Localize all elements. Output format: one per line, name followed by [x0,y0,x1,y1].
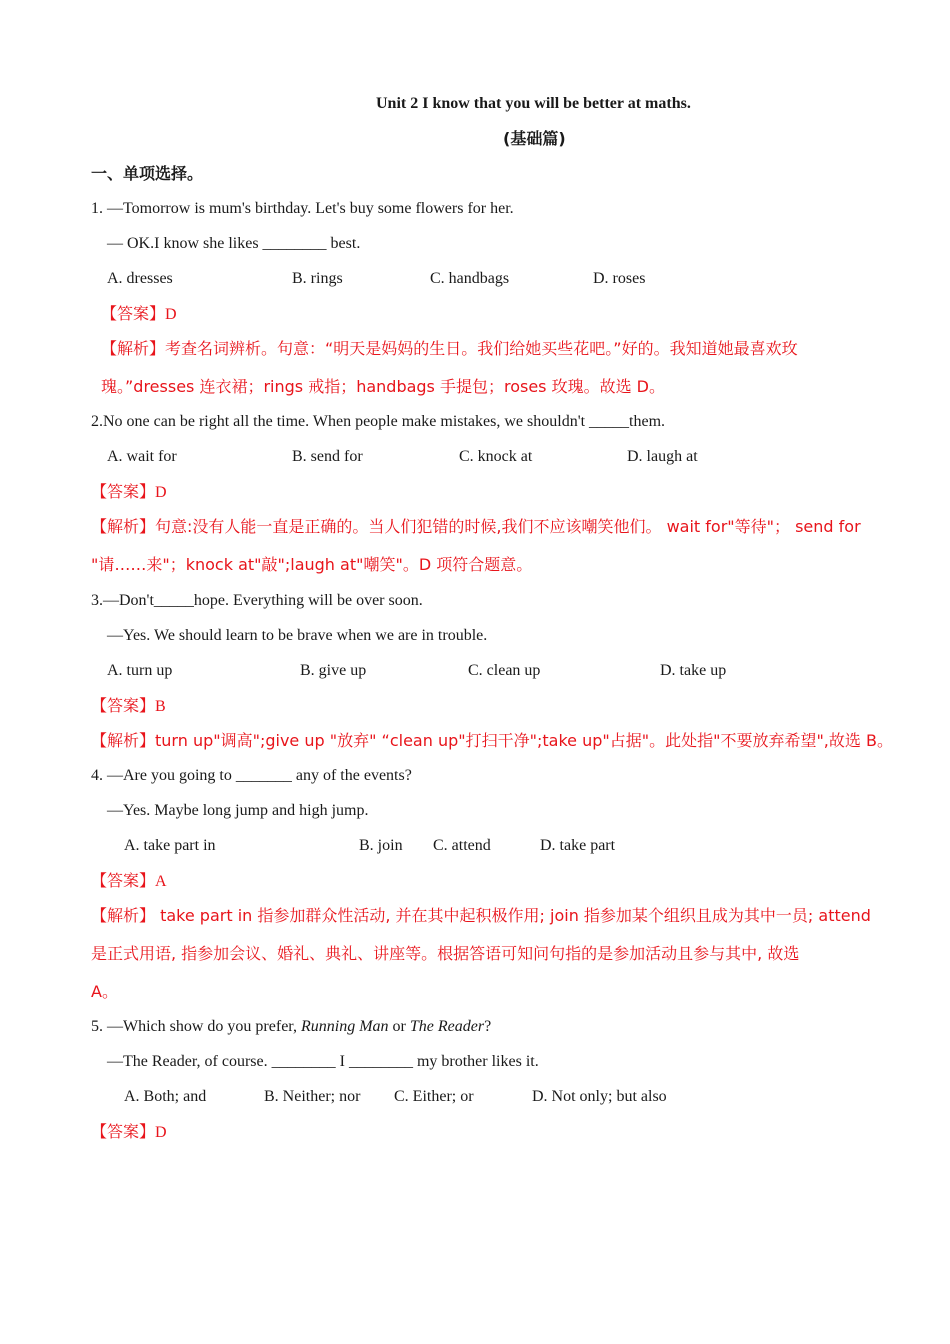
question-4-stem2: —Yes. Maybe long jump and high jump. [107,802,369,819]
question-3-answer [91,696,166,717]
stem-text: ? [484,1018,492,1035]
question-4-option-b: B. join [359,837,403,854]
question-4-option-d: D. take part [540,837,616,854]
show-title-the-reader: The Reader [409,1018,485,1035]
question-1-explanation [101,339,798,359]
question-1-answer [101,304,177,325]
question-3-option-a: A. turn up [107,662,173,679]
question-1-option-c: C. handbags [430,270,510,287]
answer-label: 【答案】 [91,1122,156,1141]
question-1-stem2: — OK.I know she likes ________ best. [107,235,361,252]
question-1-option-b: B. rings [292,270,343,287]
question-3-option-d: D. take up [660,662,727,679]
question-5-stem [91,1017,491,1037]
answer-value: B [155,698,166,715]
section-heading: 一、单项选择。 [91,164,204,183]
question-2-option-c: C. knock at [459,448,533,465]
question-2-option-d: D. laugh at [627,448,698,465]
question-2-explanation [91,517,861,537]
stem-text: 5. —Which show do you prefer, [91,1018,301,1035]
question-1-stem: 1. —Tomorrow is mum's birthday. Let's buy some flowers for her. [91,200,514,217]
question-2-option-a: A. wait for [107,448,177,465]
explain-label: 【解析】 [91,517,156,536]
stem-text: or [388,1018,410,1035]
question-4-option-a: A. take part in [124,837,216,854]
question-4-explanation-line2: 是正式用语, 指参加会议、婚礼、典礼、讲座等。根据答语可知问句指的是参加活动且参与其中, 故选 [91,944,800,963]
answer-value: A [155,873,167,890]
explain-text: 句意:没有人能一直是正确的。当人们犯错的时候,我们不应该嘲笑他们。 wait for"等待"； send for [155,517,861,536]
question-5-answer [91,1122,167,1143]
answer-label: 【答案】 [91,871,156,890]
question-4-explanation-line3: A。 [91,982,118,1001]
question-4-answer [91,871,167,892]
explain-text: turn up"调高";give up "放弃" “clean up"打扫干净";take up"占据"。此处指"不要放弃希望",故选 B。 [155,731,893,750]
page-title: Unit 2 I know that you will be better at maths. [376,95,691,112]
question-1-option-d: D. roses [593,270,646,287]
question-3-option-b: B. give up [300,662,367,679]
page-subtitle: (基础篇) [503,129,566,148]
question-5-stem2: —The Reader, of course. ________ I ________ my brother likes it. [107,1053,539,1070]
question-4-explanation [91,906,871,926]
answer-value: D [155,484,167,501]
question-5-option-c: C. Either; or [394,1088,474,1105]
answer-label: 【答案】 [91,696,156,715]
question-1-option-a: A. dresses [107,270,173,287]
question-5-option-b: B. Neither; nor [264,1088,361,1105]
question-1-explanation-line2: 瑰。”dresses 连衣裙；rings 戒指；handbags 手提包；roses 玫瑰。故选 D。 [101,377,666,396]
question-2-option-b: B. send for [292,448,363,465]
question-3-option-c: C. clean up [468,662,541,679]
question-4-option-c: C. attend [433,837,491,854]
explain-label: 【解析】 [91,731,156,750]
question-5-option-a: A. Both; and [124,1088,207,1105]
answer-value: D [165,306,177,323]
question-3-stem: 3.—Don't_____hope. Everything will be over soon. [91,592,423,609]
answer-label: 【答案】 [91,482,156,501]
question-2-answer [91,482,167,503]
answer-label: 【答案】 [101,304,166,323]
question-3-stem2: —Yes. We should learn to be brave when we are in trouble. [107,627,488,644]
question-5-option-d: D. Not only; but also [532,1088,667,1105]
show-title-running-man: Running Man [300,1018,389,1035]
question-2-stem: 2.No one can be right all the time. When people make mistakes, we shouldn't _____them. [91,413,666,430]
question-3-explanation [91,731,893,751]
explain-text: 考查名词辨析。句意：“明天是妈妈的生日。我们给她买些花吧。”好的。我知道她最喜欢玫 [165,339,798,358]
question-2-explanation-line2: "请……来"；knock at"敲";laugh at"嘲笑"。D 项符合题意。 [91,555,533,574]
explain-label: 【解析】 [91,906,156,925]
explain-label: 【解析】 [101,339,166,358]
answer-value: D [155,1124,167,1141]
question-4-stem: 4. —Are you going to _______ any of the events? [91,767,412,784]
explain-text: take part in 指参加群众性活动, 并在其中起积极作用; join 指参加某个组织且成为其中一员; attend [155,906,871,925]
